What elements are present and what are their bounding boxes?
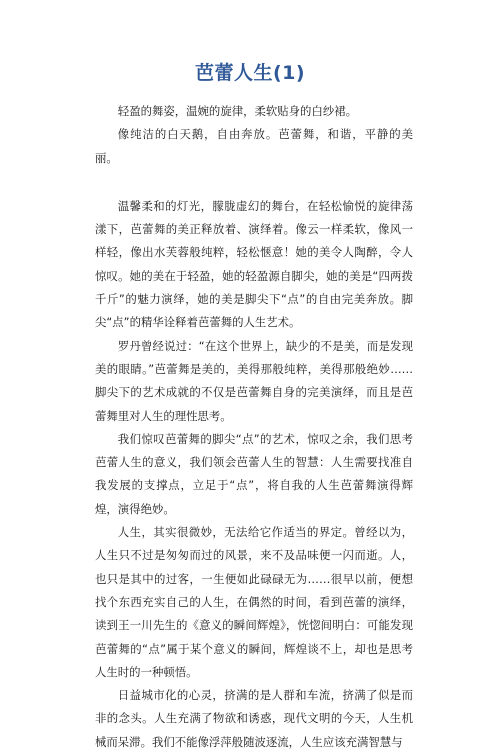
paragraph-5: 日益城市化的心灵，挤满的是人群和车流，挤满了似是而非的念头。人生充满了物欲和诱惑，现代文明的今天，人生机械而呆滞。我们不能像浮萍般随波逐流，人生应该充满智慧与 — [95, 688, 413, 749]
paragraph-2: 罗丹曾经说过：“在这个世界上，缺少的不是美，而是发现美的眼睛。”芭蕾舞是美的，美得那般纯粹，美得那般绝妙……脚尖下的艺术成就的不仅是芭蕾舞自身的完美演绎，而且是芭蕾舞里对人生的理性思考。 — [95, 338, 413, 423]
intro-line-2: 像纯洁的白天鹅，自由奔放。芭蕾舞，和谐，平静的美丽。 — [95, 127, 413, 165]
document-title: 芭蕾人生(1) — [194, 62, 306, 84]
intro-line-1: 轻盈的舞姿，温婉的旋律，柔软贴身的白纱裙。 — [117, 104, 358, 118]
paragraph-4: 人生，其实很微妙，无法给它作适当的界定。曾经以为，人生只不过是匆匆而过的风景，来不及品味便一闪而逝。人，也只是其中的过客，一生便如此碌碌无为……很早以前，便想找个东西充实自己的人生，在偶然的时间，看到芭蕾的演绎，读到王一川先生的《意义的瞬间辉煌》，恍惚间明白：可能发现芭蕾舞的“点”属于某个意义的瞬间，辉煌谈不上，却也是思考人生时的一种顿悟。 — [95, 525, 413, 679]
section-gap — [95, 170, 413, 195]
paragraph-1: 温馨柔和的灯光，朦胧虚幻的舞台，在轻松愉悦的旋律荡漾下，芭蕾舞的美正释放着、演绎着。像云一样柔软，像风一样轻，像出水芙蓉般纯粹，轻松惬意！她的美令人陶醉，令人惊叹。她的美在于轻盈，她的轻盈源自脚尖，她的美是“四两拨千斤”的魅力演绎，她的美是脚尖下“点”的自由完美奔放。脚尖“点”的精华诠释着芭蕾舞的人生艺术。 — [95, 198, 413, 330]
document-body — [95, 100, 413, 754]
paragraph-3: 我们惊叹芭蕾舞的脚尖“点”的艺术，惊叹之余，我们思考芭蕾人生的意义，我们领会芭蕾人生的智慧：人生需要找准自我发展的支撑点，立足于“点”，将自我的人生芭蕾舞演得辉煌，演得绝妙。 — [95, 431, 413, 516]
